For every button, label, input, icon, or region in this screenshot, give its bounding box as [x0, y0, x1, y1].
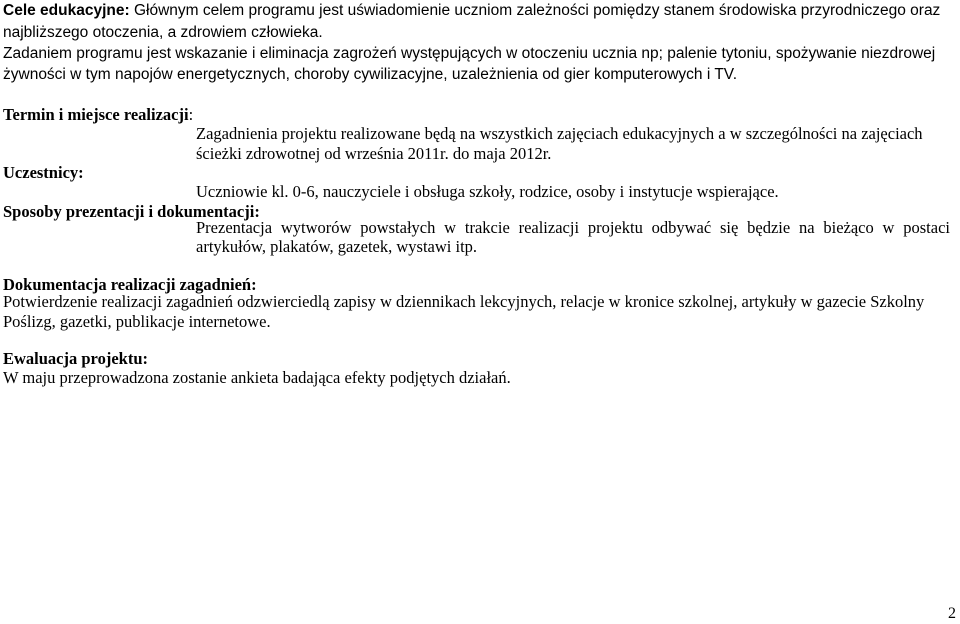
- presentation-line-1: Prezentacja wytworów powstałych w trakcie realizacji projektu odbywać się będzie na bieżąco w postaci: [196, 218, 950, 237]
- goals-line-1: [3, 0, 940, 22]
- goals-heading: Cele edukacyjne:: [3, 2, 130, 19]
- term-line-2: ścieżki zdrowotnej od września 2011r. do maja 2012r.: [196, 144, 552, 163]
- participants-heading: [3, 161, 84, 184]
- participants-heading-text: Uczestnicy:: [3, 163, 84, 182]
- presentation-line-2: artykułów, plakatów, gazetek, wystawi itp.: [196, 237, 478, 256]
- term-colon: :: [188, 105, 194, 124]
- documentation-line-2: Poślizg, gazetki, publikacje internetowe.: [3, 312, 271, 331]
- goals-line-2: najbliższego otoczenia, a zdrowiem człowieka.: [3, 24, 323, 41]
- term-line-1: Zagadnienia projektu realizowane będą na wszystkich zajęciach edukacyjnych a w szczególności na zajęciach: [196, 124, 923, 143]
- page-number: 2: [948, 605, 956, 622]
- goals-line-3: Zadaniem programu jest wskazanie i eliminacja zagrożeń występujących w otoczeniu ucznia np; palenie tytoniu, spożywanie niezdrowej: [3, 45, 936, 62]
- term-heading: Termin i miejsce realizacji: [3, 105, 189, 124]
- evaluation-heading-text: Ewaluacja projektu:: [3, 349, 148, 368]
- presentation-heading-text: Sposoby prezentacji i dokumentacji:: [3, 202, 260, 221]
- documentation-line-1: Potwierdzenie realizacji zagadnień odzwierciedlą zapisy w dziennikach lekcyjnych, relacje w kronice szkolnej, artykuły w gazecie Szkolny: [3, 292, 925, 311]
- participants-text: Uczniowie kl. 0-6, nauczyciele i obsługa szkoły, rodzice, osoby i instytucje wspierające.: [196, 182, 779, 201]
- evaluation-text: W maju przeprowadzona zostanie ankieta badająca efekty podjętych działań.: [3, 368, 511, 387]
- goals-line-4: żywności w tym napojów energetycznych, choroby cywilizacyjne, uzależnienia od gier komputerowych i TV.: [3, 66, 738, 83]
- documentation-heading-text: Dokumentacja realizacji zagadnień:: [3, 275, 257, 294]
- goals-line-1-text: Głównym celem programu jest uświadomienie uczniom zależności pomiędzy stanem środowiska przyrodniczego oraz: [133, 2, 941, 19]
- term-heading-line: [3, 103, 193, 126]
